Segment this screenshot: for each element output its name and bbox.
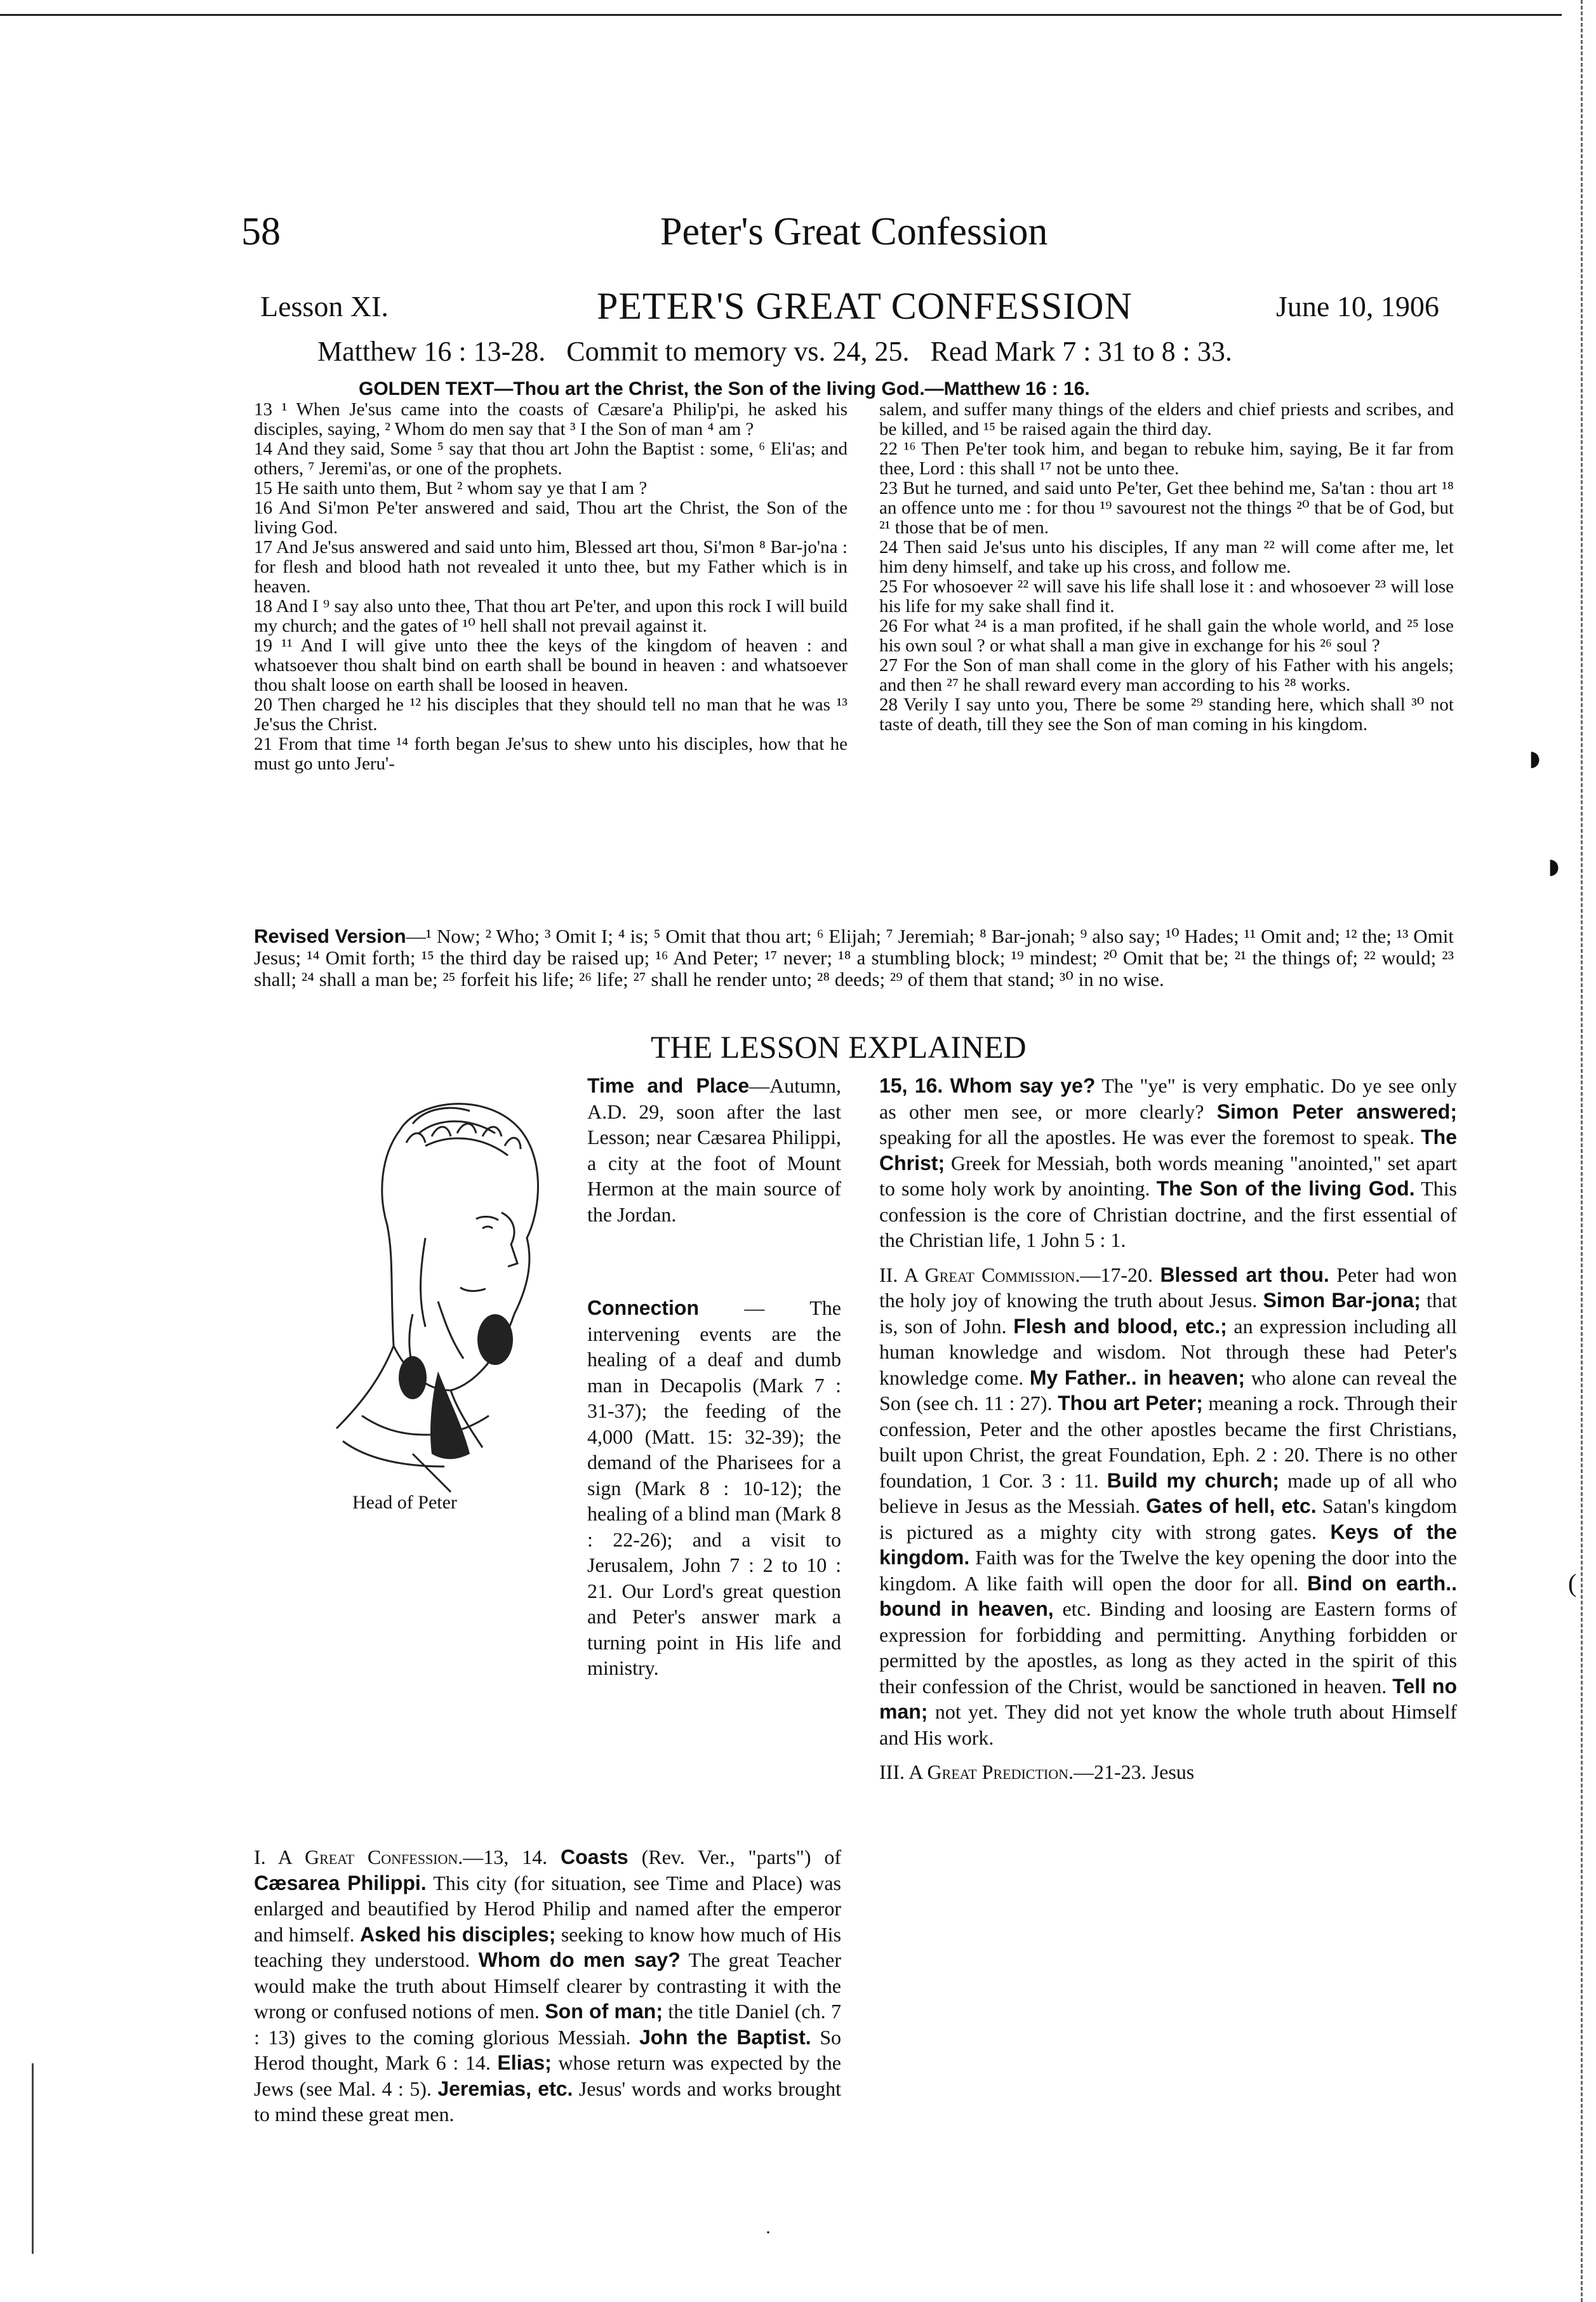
golden-text: GOLDEN TEXT—Thou art the Christ, the Son of the living God.—Matthew 16 : 16. xyxy=(359,378,1090,399)
scan-speck-icon: · xyxy=(765,2222,771,2243)
verse-21: 21 From that time ¹⁴ forth began Je'sus to shew unto his disciples, how that he must go unto Jeru'- xyxy=(254,734,848,774)
keyword: Connection xyxy=(587,1296,699,1319)
portrait-caption: Head of Peter xyxy=(352,1492,457,1513)
verse-26: 26 For what ²⁴ is a man profited, if he shall gain the whole world, and ²⁵ lose his own soul ? or what shall a man give in exchange for his ²⁶ soul ? xyxy=(879,616,1454,656)
verse-23: 23 But he turned, and said unto Pe'ter, Get thee behind me, Sa'tan : thou art ¹⁸ an offence unto me : for thou ¹⁹ savourest not the things ²⁰ that be of God, but ²¹ those that be of men. xyxy=(879,478,1454,538)
section-two-paragraph: II. A Great Commission.—17-20. Blessed art thou. Peter had won the holy joy of knowing the truth about Jesus. Simon Bar-jona; that is, son of John. Flesh and blood, etc.; an expression including all human knowledge and wisdom. Not through these had Peter's knowledge come. My Father.. in heaven; who alone can reveal the Son (see ch. 11 : 27). Thou art Peter; meaning a rock. Through their confession, Peter and the other apostles became the first Christians, built upon Christ, the great Foundation, Eph. 2 : 20. There is no other foundation, 1 Cor. 3 : 11. Build my church; made up of all who believe in Jesus as the Messiah. Gates of hell, etc. Satan's kingdom is pictured as a mighty city with strong gates. Keys of the kingdom. Faith was for the Twelve the key opening the door into the kingdom. A like faith will open the door for all. Bind on earth.. bound in heaven, etc. Binding and loosing are Eastern forms of expression for forbidding and permitting. Anything forbidden or permitted by the apostles, as long as they acted in the spirit of this their confession of the Christ, would be sanctioned in heaven. Tell no man; not yet. They did not yet know the whole truth about Himself and His work. xyxy=(879,1263,1458,1749)
scripture-passage: Matthew 16 : 13-28. Commit to memory vs. 24, 25. Read Mark 7 : 31 to 8 : 33. xyxy=(317,336,1232,367)
scan-edge-line xyxy=(0,14,1562,16)
scripture-left-column xyxy=(254,400,848,774)
verses-15-16-paragraph: 15, 16. Whom say ye? The "ye" is very emphatic. Do ye see only as other men see, or more clearly? Simon Peter answered; speaking for all the apostles. He was ever the foremost to speak. The Christ; Greek for Messiah, both words meaning "anointed," set apart to some holy work by anointing. The Son of the living God. This confession is the core of Christian doctrine, and the first essential of the Christian life, 1 John 5 : 1. xyxy=(879,1074,1458,1251)
verse-20: 20 Then charged he ¹² his disciples that they should tell no man that he was ¹³ Je'sus the Christ. xyxy=(254,695,848,735)
peter-portrait xyxy=(324,1073,578,1505)
section-heading-1: I. A Great Confession.—13, 14. xyxy=(254,1846,548,1868)
verse-14: 14 And they said, Some ⁵ say that thou art John the Baptist : some, ⁶ Eli'as; and others, ⁷ Jeremi'as, or one of the prophets. xyxy=(254,439,848,479)
verse-28: 28 Verily I say unto you, There be some ²⁹ standing here, which shall ³⁰ not taste of death, till they see the Son of man coming in his kingdom. xyxy=(879,695,1454,735)
scripture-right-column xyxy=(879,400,1454,735)
verse-27: 27 For the Son of man shall come in the glory of his Father with his angels; and then ²⁷ he shall reward every man according to his ²⁸ works. xyxy=(879,655,1454,695)
section-three-paragraph: III. A Great Prediction.—21-23. Jesus xyxy=(879,1760,1195,1783)
verse-13: 13 ¹ When Je'sus came into the coasts of Cæsare'a Philip'pi, he asked his disciples, saying, ² Whom do men say that ³ I the Son of man ⁴ am ? xyxy=(254,399,848,439)
margin-paren-icon: ( xyxy=(1568,1569,1577,1597)
keyword: Time and Place xyxy=(587,1074,750,1097)
scan-margin-line-left xyxy=(32,2063,34,2254)
verse-25: 25 For whosoever ²² will save his life shall lose it : and whosoever ²³ will lose his life for my sake shall find it. xyxy=(879,576,1454,616)
page-number: 58 xyxy=(241,210,281,253)
scan-margin-line xyxy=(1581,0,1583,2302)
right-commentary-column xyxy=(879,1073,1457,1785)
section-heading-2: II. A Great Commission.—17-20. xyxy=(879,1263,1154,1286)
lesson-number: Lesson XI. xyxy=(260,290,389,323)
verse-24: 24 Then said Je'sus unto his disciples, If any man ²² will come after me, let him deny himself, and take up his cross, and follow me. xyxy=(879,537,1454,577)
section-heading-3: III. A Great Prediction.—21-23. xyxy=(879,1760,1147,1783)
connection-block xyxy=(587,1295,841,1681)
connection-paragraph-a xyxy=(587,1295,841,1681)
section-heading: THE LESSON EXPLAINED xyxy=(651,1029,1027,1065)
connection-text: — The intervening events are the healing of a deaf and dumb man in Decapolis (Mark 7 : 31-37); the feeding of the 4,000 (Matt. 15: 32-39); the demand of the Pharisees for a sign (Mark 8 : 10-12); the healing of a blind man (Mark 8 : 22-26); and a visit to Jerusalem, John 7 : 2 to 10 : 21. Our Lord's great question and Peter's answer mark a turning point in His life and ministry. xyxy=(587,1296,841,1679)
verse-17: 17 And Je'sus answered and said unto him, Blessed art thou, Si'mon ⁸ Bar-jo'na : for flesh and blood hath not revealed it unto thee, but my Father which is in heaven. xyxy=(254,537,848,597)
verse-19: 19 ¹¹ And I will give unto thee the keys of the kingdom of heaven : and whatsoever thou shalt bind on earth shall be bound in heaven : and whatsoever thou shalt loose on earth shall be loosed in heaven. xyxy=(254,635,848,695)
lesson-date: June 10, 1906 xyxy=(1276,290,1439,323)
verse-15: 15 He saith unto them, But ² whom say ye that I am ? xyxy=(254,478,648,498)
revised-text: —¹ Now; ² Who; ³ Omit I; ⁴ is; ⁵ Omit that thou art; ⁶ Elijah; ⁷ Jeremiah; ⁸ Bar-jonah; ⁹ also say; ¹⁰ Hades; ¹¹ Omit and; ¹² the; ¹³ Omit Jesus; ¹⁴ Omit forth; ¹⁵ the third day be raised up; ¹⁶ And Peter; ¹⁷ never; ¹⁸ a stumbling block; ¹⁹ mindest; ²⁰ Omit that be; ²¹ the things of; ²² would; ²³ shall; ²⁴ shall a man be; ²⁵ forfeit his life; ²⁶ life; ²⁷ shall he render unto; ²⁸ deeds; ²⁹ of them that stand; ³⁰ in no wise. xyxy=(254,925,1454,990)
margin-mark-icon: ◗ xyxy=(1543,845,1566,887)
verse-18: 18 And I ⁹ say also unto thee, That thou art Pe'ter, and upon this rock I will build my church; and the gates of ¹⁰ hell shall not prevail against it. xyxy=(254,596,848,636)
section-one xyxy=(254,1844,841,2127)
lesson-title: PETER'S GREAT CONFESSION xyxy=(597,285,1133,327)
revised-label: Revised Version xyxy=(254,925,406,947)
running-title: Peter's Great Confession xyxy=(660,210,1048,253)
verse-16: 16 And Si'mon Pe'ter answered and said, Thou art the Christ, the Son of the living God. xyxy=(254,498,848,538)
revised-version-notes xyxy=(254,926,1454,990)
time-connection-block xyxy=(587,1073,841,1227)
verse-21-cont: salem, and suffer many things of the elders and chief priests and scribes, and be killed, and ¹⁵ be raised again the third day. xyxy=(879,399,1454,439)
section-one-paragraph: I. A Great Confession.—13, 14. Coasts (Rev. Ver., "parts") of Cæsarea Philippi. This city (for situation, see Time and Place) was enlarged and beautified by Herod Philip and named after the emperor and himself. Asked his disciples; seeking to know how much of His teaching they understood. Whom do men say? The great Teacher would make the truth about Himself clearer by contrasting it with the wrong or confused notions of men. Son of man; the title Daniel (ch. 7 : 13) gives to the coming glorious Messiah. John the Baptist. So Herod thought, Mark 6 : 14. Elias; whose return was expected by the Jews (see Mal. 4 : 5). Jeremias, etc. Jesus' words and works brought to mind these great men. xyxy=(254,1846,842,2126)
margin-mark-icon: ◗ xyxy=(1524,737,1547,779)
verse-22: 22 ¹⁶ Then Pe'ter took him, and began to rebuke him, saying, Be it far from thee, Lord : this shall ¹⁷ not be unto thee. xyxy=(879,439,1454,479)
time-paragraph: Time and Place—Autumn, A.D. 29, soon after the last Lesson; near Cæsarea Philippi, a city at the foot of Mount Hermon at the main source of the Jordan. xyxy=(587,1074,841,1226)
